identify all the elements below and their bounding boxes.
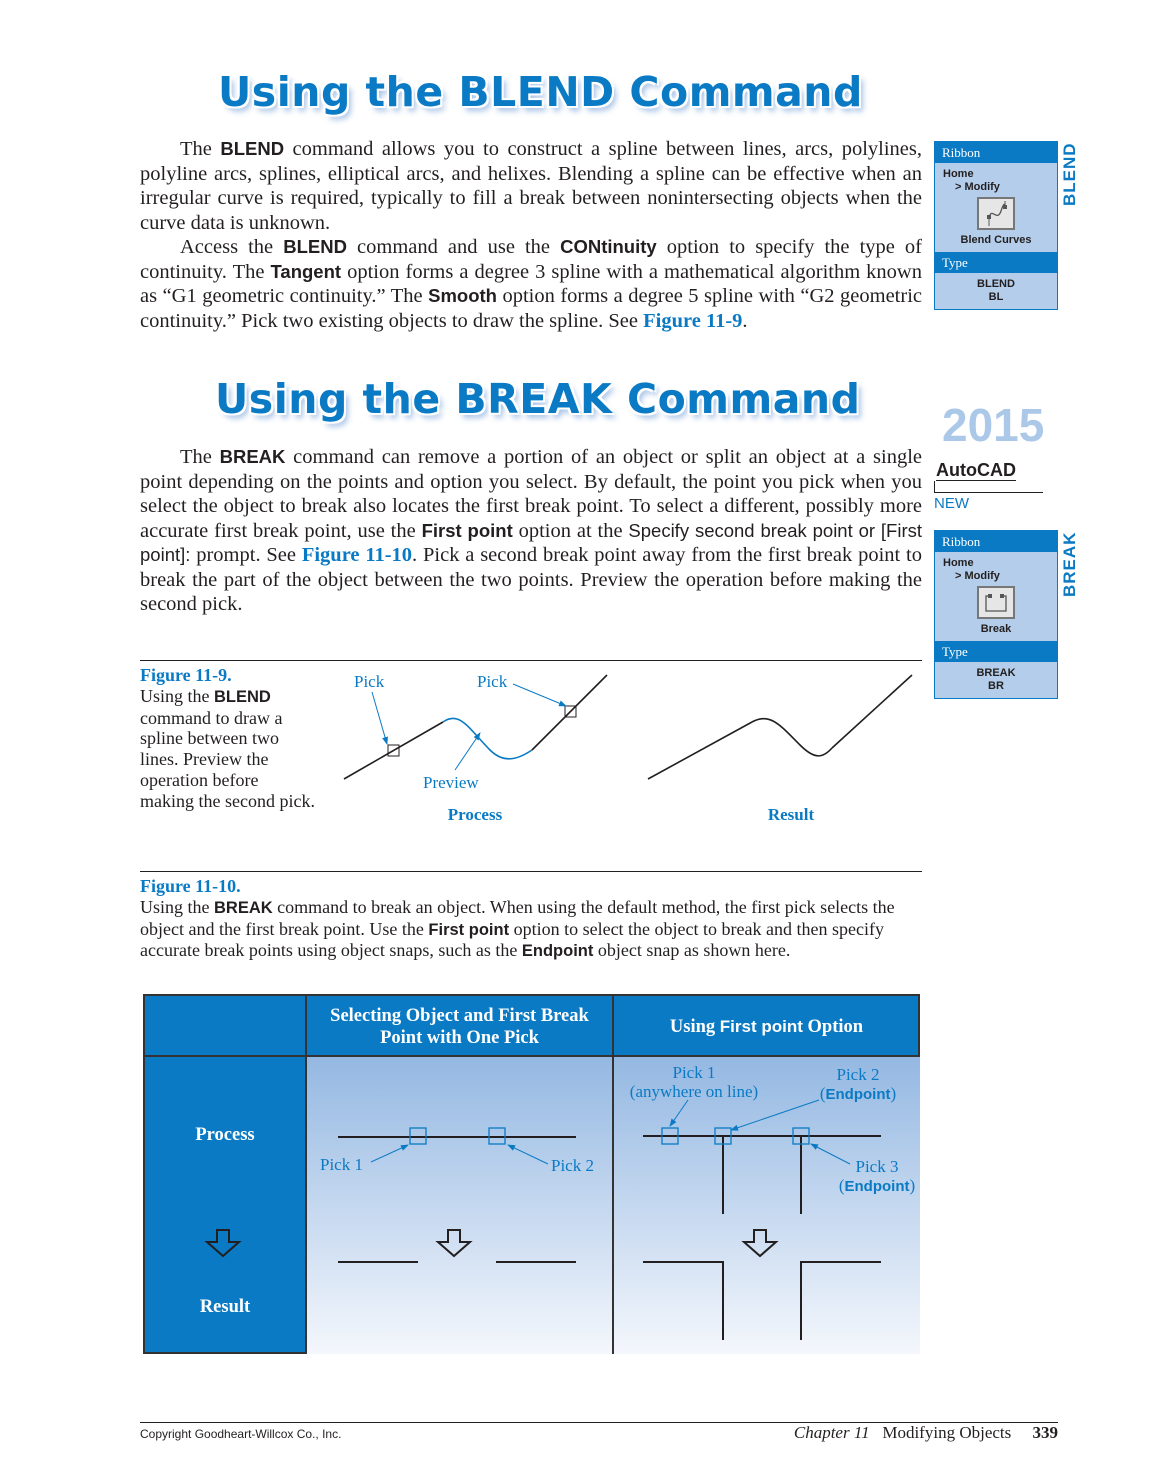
process-label: Process [447,805,503,824]
section-title-blend: Using the BLEND Command [218,68,863,116]
figure-11-10-diagram [143,994,920,1354]
badge-new: NEW [934,495,969,512]
figure-11-10-caption: Figure 11-10. Using the BREAK command to break an object. When using the default method, the first pick selects the object and the first break point. Use the First point option to select the object to break and then specify accurate break points using object snaps, such as the Endpoint object snap as shown here. [140,876,895,961]
badge-year: 2015 [942,399,1045,451]
paragraph: Access the BLEND command and use the CONtinuity option to specify the type of continuity. The Tangent option forms a degree 3 spline with a mathematical algorithm known as “G1 geometric continuity.” The Smooth option forms a degree 5 spline with “G2 geometric continuity.” Pick two existing objects to draw the spline. See Figure 11-9. [140,236,922,332]
pick-label: Pick 1 [672,1063,716,1082]
pick-label: Pick 3 [855,1157,899,1176]
paragraph: The BREAK command can remove a portion of an object or split an object at a single point depending on the points and option you select. By default, the point you pick when you select the object to break also locates the first break point. To select a different, possibly more accurate first break point, use the First point option at the Specify second break point or [First point]: prompt. See Figure 11-10. Pick a second break point away from the first break point to break the part of the object between the two points. Preview the operation before making the second pick. [140,446,923,615]
ribbon-path: Home > Modify [943,168,1000,193]
vertical-tab-blend: BLEND [1060,142,1079,206]
arrow [455,733,480,770]
vertical-tab-break: BREAK [1060,531,1079,597]
result-line [643,1262,723,1340]
row-label-result: Result [199,1297,251,1317]
pick-note: (anywhere on line) [629,1082,759,1101]
type-header: Type [935,641,1057,662]
figure-11-9-diagram [320,660,930,840]
divider [140,871,922,872]
arrow [513,684,566,706]
page-number: 339 [1032,1423,1058,1442]
row-label-process: Process [195,1125,255,1145]
blend-body [140,137,922,333]
figure-link[interactable]: Figure 11-10 [301,544,413,566]
column-header: Selecting Object and First Break Point with One Pick [330,1006,589,1048]
blend-command-box [934,141,1058,310]
blend-curves-icon[interactable] [977,197,1015,230]
preview-label: Preview [423,773,479,792]
figure-11-9-caption: Figure 11-9. Using the BLEND command to draw a spline between two lines. Preview the operation before making the second pick. [140,665,315,811]
result-spline [752,719,832,756]
break-label: Break [980,623,1012,635]
result-line [801,1262,881,1340]
down-arrow-icon [207,1230,776,1256]
figure-link[interactable]: Figure 11-9 [643,309,743,332]
arrow [372,692,387,744]
break-body [140,445,922,617]
paragraph: The BLEND command allows you to construct a spline between lines, arcs, polylines, polyline arcs, splines, elliptical arcs, and helixes. Blending a spline can be effective when an irregular curve is required, typically to fill a break between nonintersecting objects when the curve data is unknown. [140,138,922,234]
result-label: Result [767,805,815,824]
break-command-box [934,530,1058,699]
ribbon-header: Ribbon [935,531,1057,552]
command-alias: BLEND BL [977,278,1015,303]
column-header: Using First point Option [669,1017,864,1037]
running-footer: Chapter 11 Modifying Objects 339 [793,1423,1058,1442]
ribbon-path: Home > Modify [943,557,1000,582]
type-header: Type [935,252,1057,273]
pick-label: Pick [354,672,385,691]
pick-label: Pick 2 [836,1065,880,1084]
ribbon-header: Ribbon [935,142,1057,163]
preview-spline [443,718,532,758]
section-title-break: Using the BREAK Command [215,375,861,423]
result-line [832,675,912,748]
line-object [532,675,607,750]
new-2015-badge [934,399,1049,514]
line-object [344,722,443,779]
pick-label: Pick 1 [320,1155,363,1174]
pick-label: Pick 2 [551,1156,594,1175]
pick-note: (Endpoint) [819,1084,897,1103]
copyright: Copyright Goodheart-Willcox Co., Inc. [140,1427,342,1441]
result-line [648,722,752,779]
pick-label: Pick [477,672,508,691]
blend-curves-label: Blend Curves [960,234,1032,246]
pick-note: (Endpoint) [838,1176,916,1195]
badge-bracket [934,481,1043,493]
badge-product: AutoCAD [936,460,1016,480]
command-alias: BREAK BR [976,667,1016,692]
break-icon[interactable] [977,586,1015,619]
